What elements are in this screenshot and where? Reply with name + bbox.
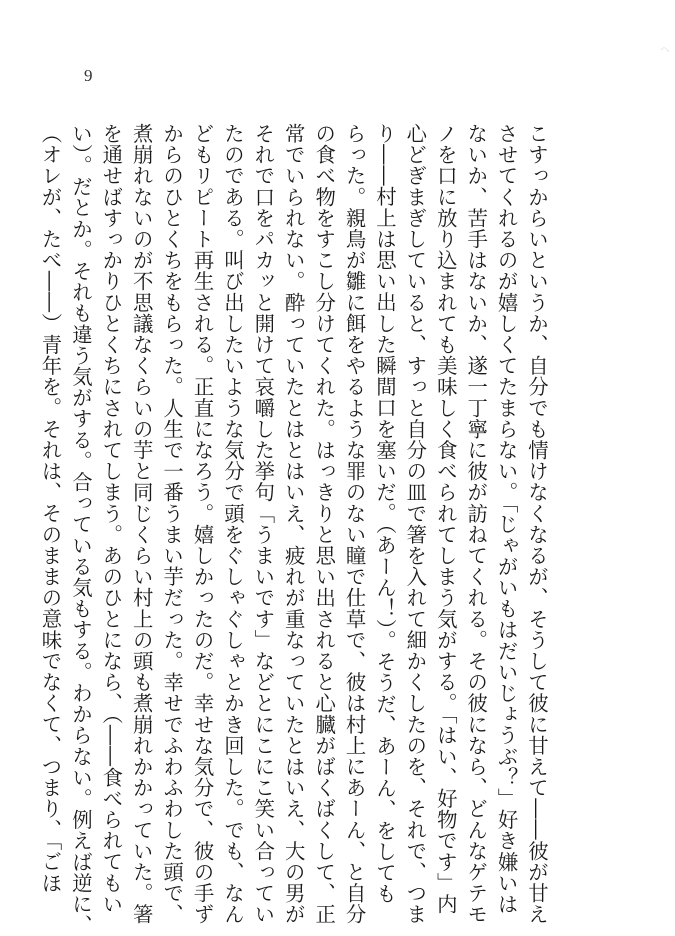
text-line-4: ノを口に放り込まれても美味しく食べられてしまう気がする。「はい、好物です」内	[433, 123, 458, 915]
text-line-13: からのひとくちをもらった。人生で一番うまい芋だった。幸せでふわふわした頭で、	[160, 123, 185, 925]
text-line-16: い）。だとか。それも違う気がする。合っている気もする。わからない。例えば逆に、	[68, 123, 93, 936]
text-line-12: どもリピート再生される。正直になろう。嬉しかったのだ。幸せな気分で、彼の手ず	[190, 123, 215, 925]
text-line-5: 心どぎまぎしていると、すっと自分の皿で箸を入れて細かくしたのを、それで、つま	[403, 123, 428, 925]
text-line-2: させてくれるのが嬉しくてたまらない。「じゃがいもはだいじょうぶ？」好き嫌いは	[494, 123, 519, 915]
text-line-17: （オレが、たべ――）青年を。それは、そのままの意味でなくて、つまり、「ごほ	[38, 123, 63, 894]
vertical-body-text	[38, 123, 552, 936]
text-line-6: り――村上は思い出した瞬間口を塞いだ。（あーん！）。そうだ、あーん、をしても	[372, 123, 397, 905]
page-number: 9	[84, 66, 93, 85]
text-line-15: を通せばすっかりひとくちにされてしまう。あのひとになら、（――食べられてもい	[99, 123, 124, 915]
text-line-10: それで口をパカッと開けて哀嚼した挙句「うまいです」などとにこにこ笑い合ってい	[251, 123, 276, 925]
text-line-14: 煮崩れないのが不思議なくらいの芋と同じくらい村上の頭も煮崩れかかっていた。箸	[129, 123, 154, 925]
text-line-8: の食べ物をすこし分けてくれた。はっきりと思い出されると心臓がばくばくして、正	[312, 123, 337, 925]
text-line-3: ないか、苦手はないか、遂一丁寧に彼が訪ねてくれる。その彼になら、どんなゲテモ	[464, 123, 489, 925]
text-line-1: こすっからいというか、自分でも情けなくなるが、そうして彼に甘えて――彼が甘え	[525, 123, 549, 925]
text-line-9: 常でいられない。酔っていたとはとはいえ、疲れが重なっていたとはいえ、大の男が	[281, 123, 306, 925]
corner-mark: ヘ	[660, 45, 670, 56]
text-line-11: たのである。叫び出したいような気分で頭をぐしゃぐしゃとかき回した。でも、なん	[220, 123, 245, 925]
text-line-7: らった。親鳥が雛に餌をやるような罪のない瞳で仕草で、彼は村上にあーん、と自分	[342, 123, 367, 925]
